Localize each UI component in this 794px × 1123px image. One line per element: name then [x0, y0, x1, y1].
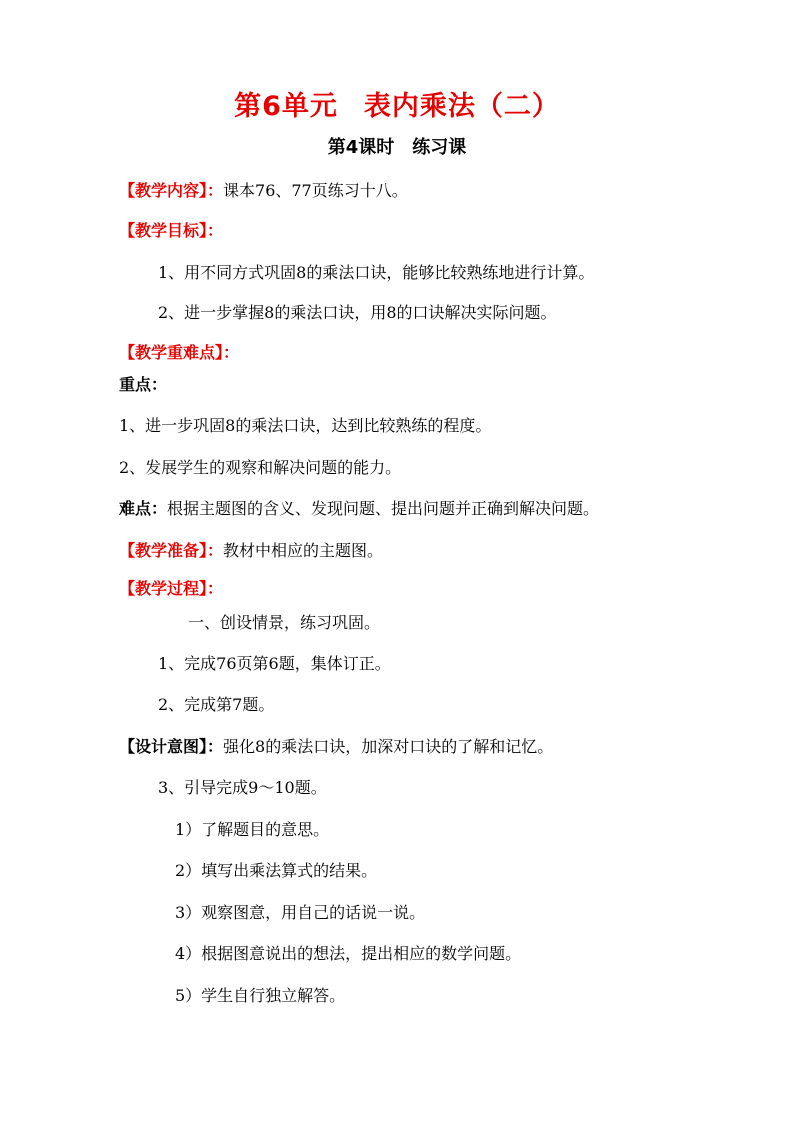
- process-substep: 3）观察图意，用自己的话说一说。: [175, 903, 426, 922]
- page-title: [0, 90, 794, 124]
- teaching-process-heading: [119, 578, 223, 600]
- teaching-preparation-text: 教材中相应的主题图。: [223, 541, 384, 560]
- process-substep: 4）根据图意说出的想法，提出相应的数学问题。: [175, 944, 522, 963]
- design-intent-label: 【设计意图】：: [119, 737, 224, 756]
- design-intent-text: 强化8的乘法口诀，加深对口诀的了解和记忆。: [223, 737, 554, 756]
- key-difficult-label: 【教学重难点】：: [119, 343, 240, 362]
- process-substep: 1）了解题目的意思。: [175, 820, 330, 839]
- teaching-preparation: [119, 540, 383, 562]
- teaching-objectives-label: 【教学目标】：: [119, 221, 224, 240]
- teaching-objectives-heading: [119, 220, 223, 242]
- subtitle-type: 练习课: [412, 137, 467, 158]
- teaching-content-label: 【教学内容】：: [119, 181, 224, 200]
- difficult-points: [119, 498, 599, 520]
- key-point-item: 1、进一步巩固8的乘法口诀，达到比较熟练的程度。: [119, 416, 492, 435]
- title-unit: 第6单元: [234, 91, 338, 122]
- subtitle-lesson: 第4课时: [327, 137, 395, 158]
- process-step: 2、完成第7题。: [158, 695, 275, 714]
- difficult-points-text: 根据主题图的含义、发现问题、提出问题并正确到解决问题。: [167, 499, 600, 518]
- teaching-content: [119, 180, 408, 202]
- process-substep: 2）填写出乘法算式的结果。: [175, 861, 378, 880]
- process-substep: 5）学生自行独立解答。: [175, 986, 346, 1005]
- process-section-one: 一、创设情景，练习巩固。: [188, 613, 381, 632]
- objective-item: 1、用不同方式巩固8的乘法口诀，能够比较熟练地进行计算。: [158, 263, 595, 282]
- design-intent: [119, 736, 553, 758]
- objective-item: 2、进一步掌握8的乘法口诀，用8的口诀解决实际问题。: [158, 303, 557, 322]
- key-points-label: 重点：: [119, 375, 168, 394]
- difficult-points-label: 难点：: [119, 499, 168, 518]
- teaching-process-label: 【教学过程】：: [119, 579, 224, 598]
- key-difficult-heading: [119, 342, 239, 364]
- teaching-preparation-label: 【教学准备】：: [119, 541, 224, 560]
- title-name: 表内乘法（二）: [363, 91, 560, 122]
- teaching-content-text: 课本76、77页练习十八。: [223, 181, 408, 200]
- process-step: 1、完成76页第6题，集体订正。: [158, 654, 391, 673]
- key-point-item: 2、发展学生的观察和解决问题的能力。: [119, 458, 402, 477]
- page-subtitle: [0, 136, 794, 160]
- process-step-three: 3、引导完成9～10题。: [158, 778, 327, 797]
